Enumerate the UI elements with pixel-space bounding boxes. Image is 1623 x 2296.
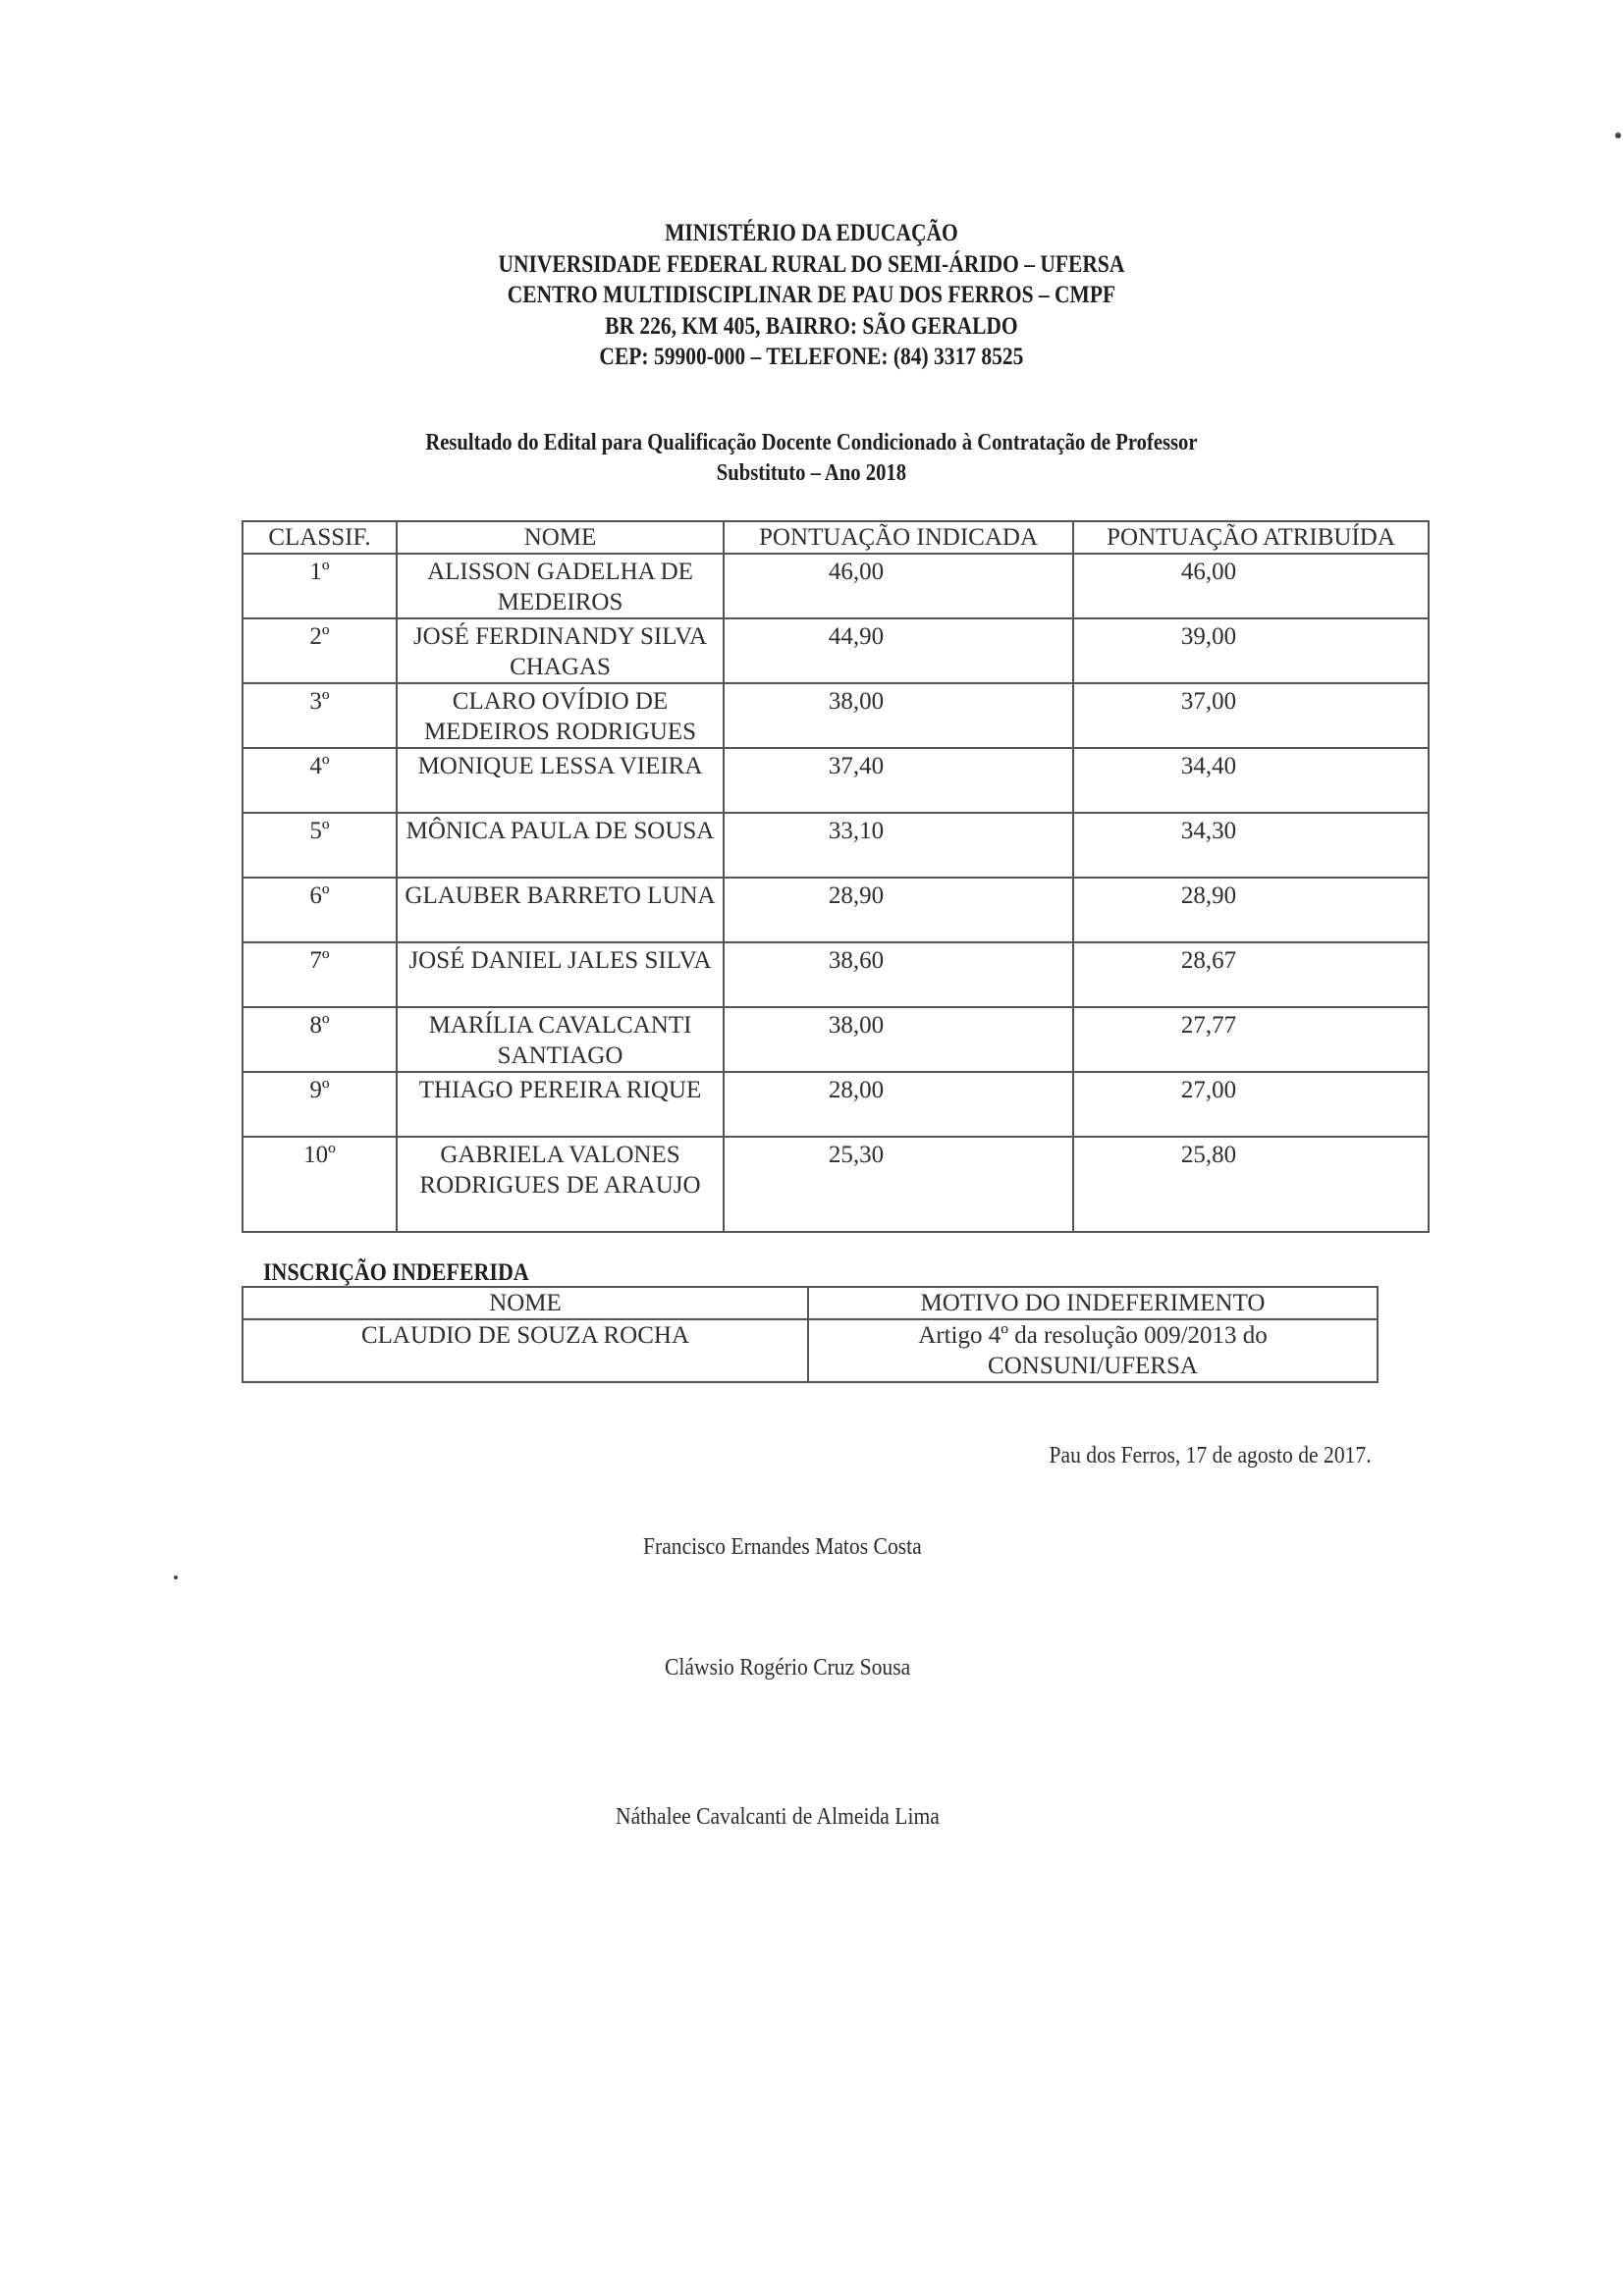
scan-speck: [1615, 133, 1621, 138]
document-header: [114, 218, 1510, 373]
results-row: [243, 683, 1429, 748]
assigned-score-cell: 27,77: [1073, 1007, 1429, 1072]
indicated-score-cell: 28,90: [724, 878, 1073, 942]
signatory-3: Náthalee Cavalcanti de Almeida Lima: [616, 1804, 940, 1830]
name-cell: CLARO OVÍDIO DE MEDEIROS RODRIGUES: [397, 683, 724, 748]
indicated-score-cell: 33,10: [724, 813, 1073, 878]
results-row: [243, 878, 1429, 942]
name-cell: ALISSON GADELHA DE MEDEIROS: [397, 554, 724, 618]
header-university: UNIVERSIDADE FEDERAL RURAL DO SEMI-ÁRIDO – UFERSA: [498, 250, 1125, 278]
results-header-row: [243, 521, 1429, 554]
assigned-score-cell: 28,67: [1073, 942, 1429, 1007]
results-row: [243, 813, 1429, 878]
results-row: [243, 618, 1429, 683]
indicated-score-cell: 38,00: [724, 1007, 1073, 1072]
results-row: [243, 1137, 1429, 1232]
column-header-rank: CLASSIF.: [243, 521, 397, 554]
rejected-section-heading: INSCRIÇÃO INDEFERIDA: [263, 1259, 529, 1286]
results-table: [242, 520, 1430, 1233]
indicated-score-cell: 38,60: [724, 942, 1073, 1007]
rank-cell: 8º: [243, 1007, 397, 1072]
name-cell: JOSÉ FERDINANDY SILVA CHAGAS: [397, 618, 724, 683]
rank-cell: 10º: [243, 1137, 397, 1232]
scan-speck: [174, 1575, 178, 1579]
results-row: [243, 554, 1429, 618]
rejected-row: [243, 1319, 1378, 1382]
header-center: CENTRO MULTIDISCIPLINAR DE PAU DOS FERROS – CMPF: [507, 282, 1116, 308]
rank-cell: 9º: [243, 1072, 397, 1137]
header-address: BR 226, KM 405, BAIRRO: SÃO GERALDO: [605, 312, 1018, 340]
assigned-score-cell: 37,00: [1073, 683, 1429, 748]
assigned-score-cell: 25,80: [1073, 1137, 1429, 1232]
header-contact: CEP: 59900-000 – TELEFONE: (84) 3317 8525: [599, 344, 1024, 370]
rank-cell: 3º: [243, 683, 397, 748]
assigned-score-cell: 27,00: [1073, 1072, 1429, 1137]
signatory-1: Francisco Ernandes Matos Costa: [643, 1534, 922, 1560]
title-line-2: Substituto – Ano 2018: [716, 460, 907, 486]
assigned-score-cell: 34,40: [1073, 748, 1429, 813]
name-cell: MARÍLIA CAVALCANTI SANTIAGO: [397, 1007, 724, 1072]
indicated-score-cell: 28,00: [724, 1072, 1073, 1137]
indicated-score-cell: 44,90: [724, 618, 1073, 683]
header-ministry: MINISTÉRIO DA EDUCAÇÃO: [665, 220, 958, 246]
rank-cell: 5º: [243, 813, 397, 878]
column-header-name: NOME: [397, 521, 724, 554]
results-body: [243, 554, 1429, 1232]
document-title: [114, 428, 1510, 489]
assigned-score-cell: 34,30: [1073, 813, 1429, 878]
rank-cell: 6º: [243, 878, 397, 942]
assigned-score-cell: 39,00: [1073, 618, 1429, 683]
results-row: [243, 942, 1429, 1007]
rejected-header-row: [243, 1287, 1378, 1319]
column-header-assigned-score: PONTUAÇÃO ATRIBUÍDA: [1073, 521, 1429, 554]
rank-cell: 7º: [243, 942, 397, 1007]
results-row: [243, 748, 1429, 813]
rank-cell: 4º: [243, 748, 397, 813]
indicated-score-cell: 25,30: [724, 1137, 1073, 1232]
results-row: [243, 1072, 1429, 1137]
column-header-reason: MOTIVO DO INDEFERIMENTO: [808, 1287, 1378, 1319]
name-cell: GLAUBER BARRETO LUNA: [397, 878, 724, 942]
rank-cell: 2º: [243, 618, 397, 683]
assigned-score-cell: 28,90: [1073, 878, 1429, 942]
indicated-score-cell: 38,00: [724, 683, 1073, 748]
assigned-score-cell: 46,00: [1073, 554, 1429, 618]
place-date: Pau dos Ferros, 17 de agosto de 2017.: [1049, 1443, 1372, 1468]
name-cell: THIAGO PEREIRA RIQUE: [397, 1072, 724, 1137]
name-cell: MÔNICA PAULA DE SOUSA: [397, 813, 724, 878]
name-cell: JOSÉ DANIEL JALES SILVA: [397, 942, 724, 1007]
rejected-table: [242, 1286, 1379, 1383]
column-header-indicated-score: PONTUAÇÃO INDICADA: [724, 521, 1073, 554]
name-cell: CLAUDIO DE SOUZA ROCHA: [243, 1319, 808, 1382]
name-cell: MONIQUE LESSA VIEIRA: [397, 748, 724, 813]
indicated-score-cell: 46,00: [724, 554, 1073, 618]
title-line-1: Resultado do Edital para Qualificação Docente Condicionado à Contratação de Professor: [425, 430, 1198, 455]
rejected-body: [243, 1319, 1378, 1382]
reason-cell: Artigo 4º da resolução 009/2013 do CONSUNI/UFERSA: [808, 1319, 1378, 1382]
name-cell: GABRIELA VALONES RODRIGUES DE ARAUJO: [397, 1137, 724, 1232]
results-row: [243, 1007, 1429, 1072]
indicated-score-cell: 37,40: [724, 748, 1073, 813]
column-header-name: NOME: [243, 1287, 808, 1319]
rank-cell: 1º: [243, 554, 397, 618]
signatory-2: Cláwsio Rogério Cruz Sousa: [665, 1655, 911, 1681]
